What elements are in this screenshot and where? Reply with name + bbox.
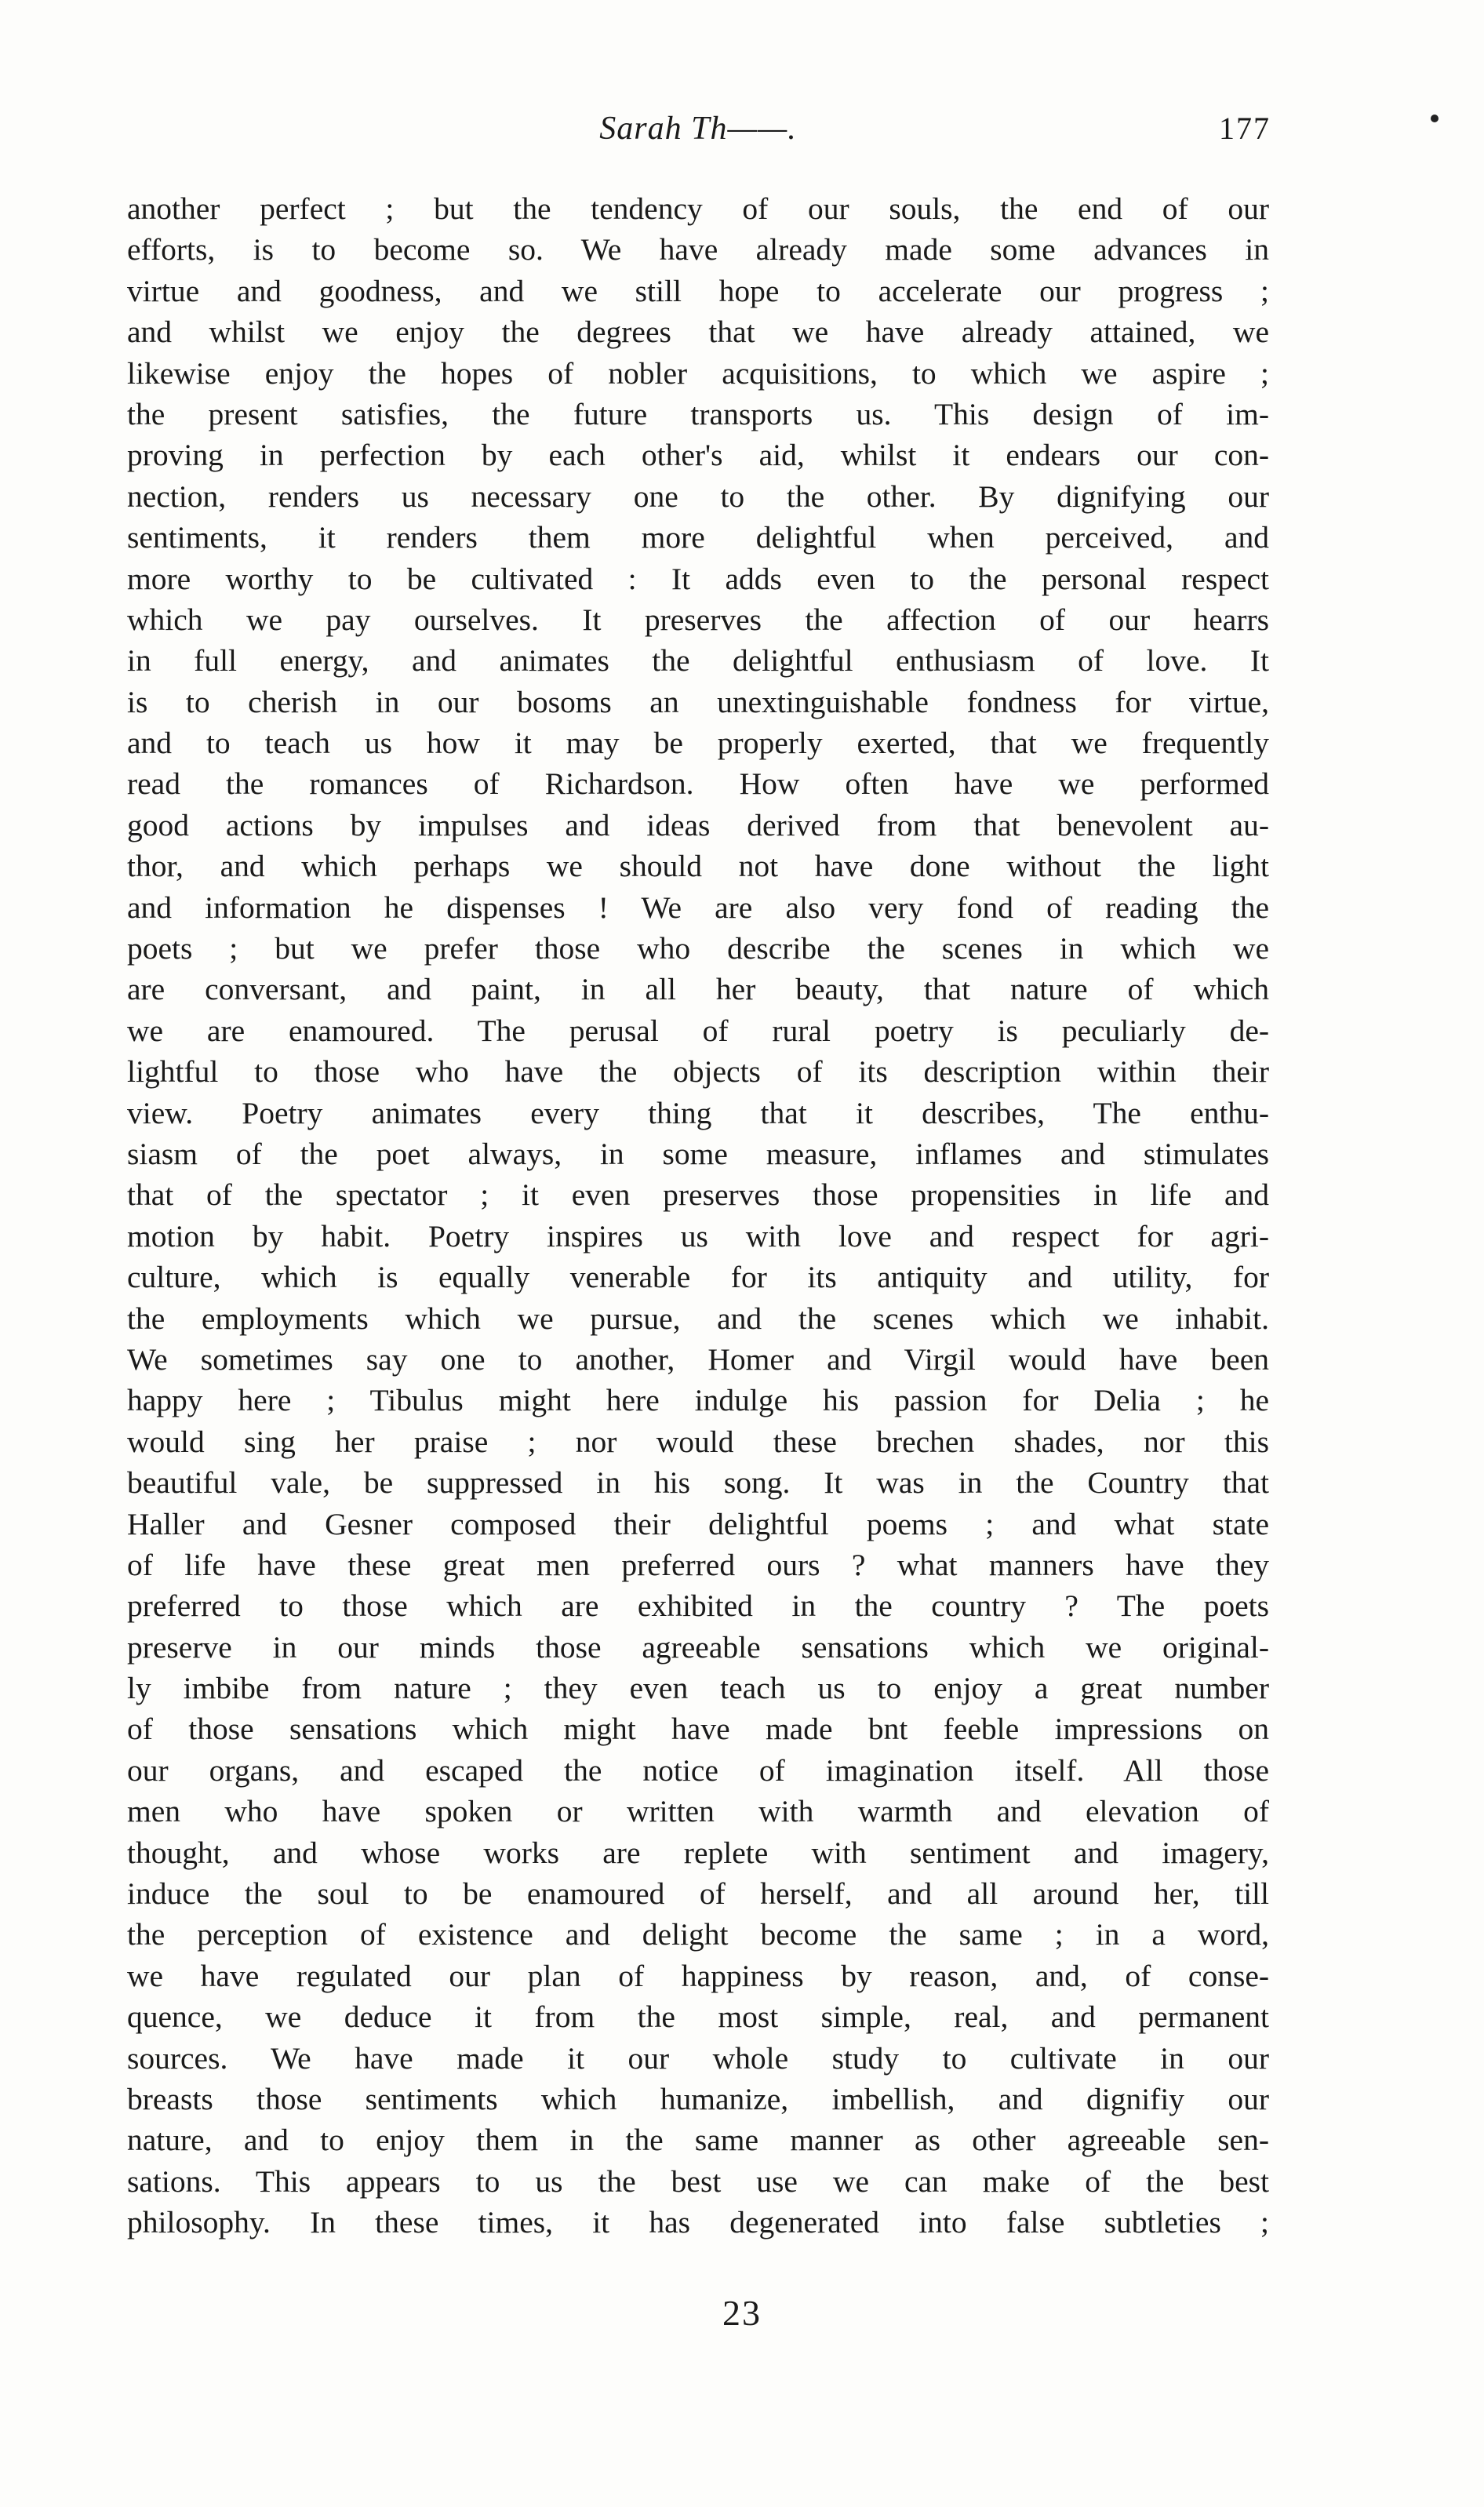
text-line: Haller and Gesner composed their delightful poems ; and what state [127, 1506, 1269, 1541]
text-line: motion by habit. Poetry inspires us with love and respect for agri- [127, 1218, 1269, 1254]
text-line: virtue and goodness, and we still hope to accelerate our progress ; [127, 273, 1269, 308]
text-line: poets ; but we prefer those who describe the scenes in which we [127, 931, 1269, 966]
text-line: is to cherish in our bosoms an unextinguishable fondness for virtue, [127, 684, 1269, 719]
text-line: and information he dispenses ! We are also very fond of reading the [127, 890, 1269, 925]
text-line: beautiful vale, be suppressed in his song. It was in the Country that [127, 1465, 1269, 1501]
text-line: proving in perfection by each other's aid, whilst it endears our con- [127, 438, 1269, 473]
text-line: We sometimes say one to another, Homer and Virgil would have been [127, 1341, 1269, 1377]
body-text [127, 188, 1269, 2243]
text-line: culture, which is equally venerable for its antiquity and utility, for [127, 1260, 1269, 1295]
text-line: more worthy to be cultivated : It adds even to the personal respect [127, 561, 1269, 596]
text-line: we have regulated our plan of happiness by reason, and, of conse- [127, 1958, 1269, 1993]
text-line: happy here ; Tibulus might here indulge his passion for Delia ; he [127, 1383, 1269, 1418]
text-line: preserve in our minds those agreeable sensations which we original- [127, 1629, 1269, 1665]
text-line: thor, and which perhaps we should not have done without the light [127, 849, 1269, 884]
text-line: view. Poetry animates every thing that it describes, The enthu- [127, 1095, 1269, 1130]
text-line: breasts those sentiments which humanize, imbellish, and dignifiy our [127, 2081, 1269, 2116]
text-line: another perfect ; but the tendency of our souls, the end of our [127, 191, 1269, 226]
text-line: nature, and to enjoy them in the same manner as other agreeable sen- [127, 2123, 1269, 2158]
text-line: good actions by impulses and ideas derived from that benevolent au- [127, 807, 1269, 842]
text-line: sations. This appears to us the best use we can make of the best [127, 2163, 1269, 2199]
signature-mark: 23 [722, 2293, 762, 2333]
text-line: of life have these great men preferred ours ? what manners have they [127, 1547, 1269, 1582]
text-line: induce the soul to be enamoured of herself, and all around her, till [127, 1876, 1269, 1912]
text-line: lightful to those who have the objects of its description within their [127, 1054, 1269, 1090]
text-line: which we pay ourselves. It preserves the affection of our hearrs [127, 602, 1269, 637]
running-head [125, 110, 1271, 157]
text-line: efforts, is to become so. We have already made some advances in [127, 232, 1269, 267]
text-line: thought, and whose works are replete with sentiment and imagery, [127, 1835, 1269, 1870]
text-line: would sing her praise ; nor would these brechen shades, nor this [127, 1424, 1269, 1459]
text-line: we are enamoured. The perusal of rural poetry is peculiarly de- [127, 1013, 1269, 1048]
text-line: philosophy. In these times, it has degenerated into false subtleties ; [127, 2205, 1269, 2240]
text-line: are conversant, and paint, in all her beauty, that nature of which [127, 972, 1269, 1007]
text-line: that of the spectator ; it even preserves those propensities in life and [127, 1177, 1269, 1213]
text-line: read the romances of Richardson. How often have we performed [127, 766, 1269, 802]
ink-dot-mark [1431, 115, 1439, 122]
text-line: the employments which we pursue, and the scenes which we inhabit. [127, 1301, 1269, 1336]
text-line: sources. We have made it our whole study to cultivate in our [127, 2040, 1269, 2076]
text-line: in full energy, and animates the delightful enthusiasm of love. It [127, 643, 1269, 679]
page-number: 177 [1219, 111, 1271, 146]
text-line: our organs, and escaped the notice of imagination itself. All those [127, 1752, 1269, 1788]
text-line: siasm of the poet always, in some measure, inflames and stimulates [127, 1136, 1269, 1171]
text-line: quence, we deduce it from the most simple, real, and permanent [127, 1999, 1269, 2035]
text-line: likewise enjoy the hopes of nobler acquisitions, to which we aspire ; [127, 355, 1269, 391]
text-line: ly imbibe from nature ; they even teach us to enjoy a great number [127, 1671, 1269, 1706]
text-line: and whilst we enjoy the degrees that we have already attained, we [127, 315, 1269, 350]
running-title: Sarah Th——. [599, 111, 797, 147]
text-line: preferred to those which are exhibited in the country ? The poets [127, 1588, 1269, 1624]
text-line: sentiments, it renders them more delightful when perceived, and [127, 520, 1269, 555]
text-line: nection, renders us necessary one to the other. By dignifying our [127, 478, 1269, 514]
text-line: of those sensations which might have made bnt feeble impressions on [127, 1712, 1269, 1747]
text-line: the perception of existence and delight become the same ; in a word, [127, 1917, 1269, 1952]
text-line: and to teach us how it may be properly exerted, that we frequently [127, 726, 1269, 761]
text-line: the present satisfies, the future transports us. This design of im- [127, 396, 1269, 431]
text-line: men who have spoken or written with warmth and elevation of [127, 1794, 1269, 1829]
